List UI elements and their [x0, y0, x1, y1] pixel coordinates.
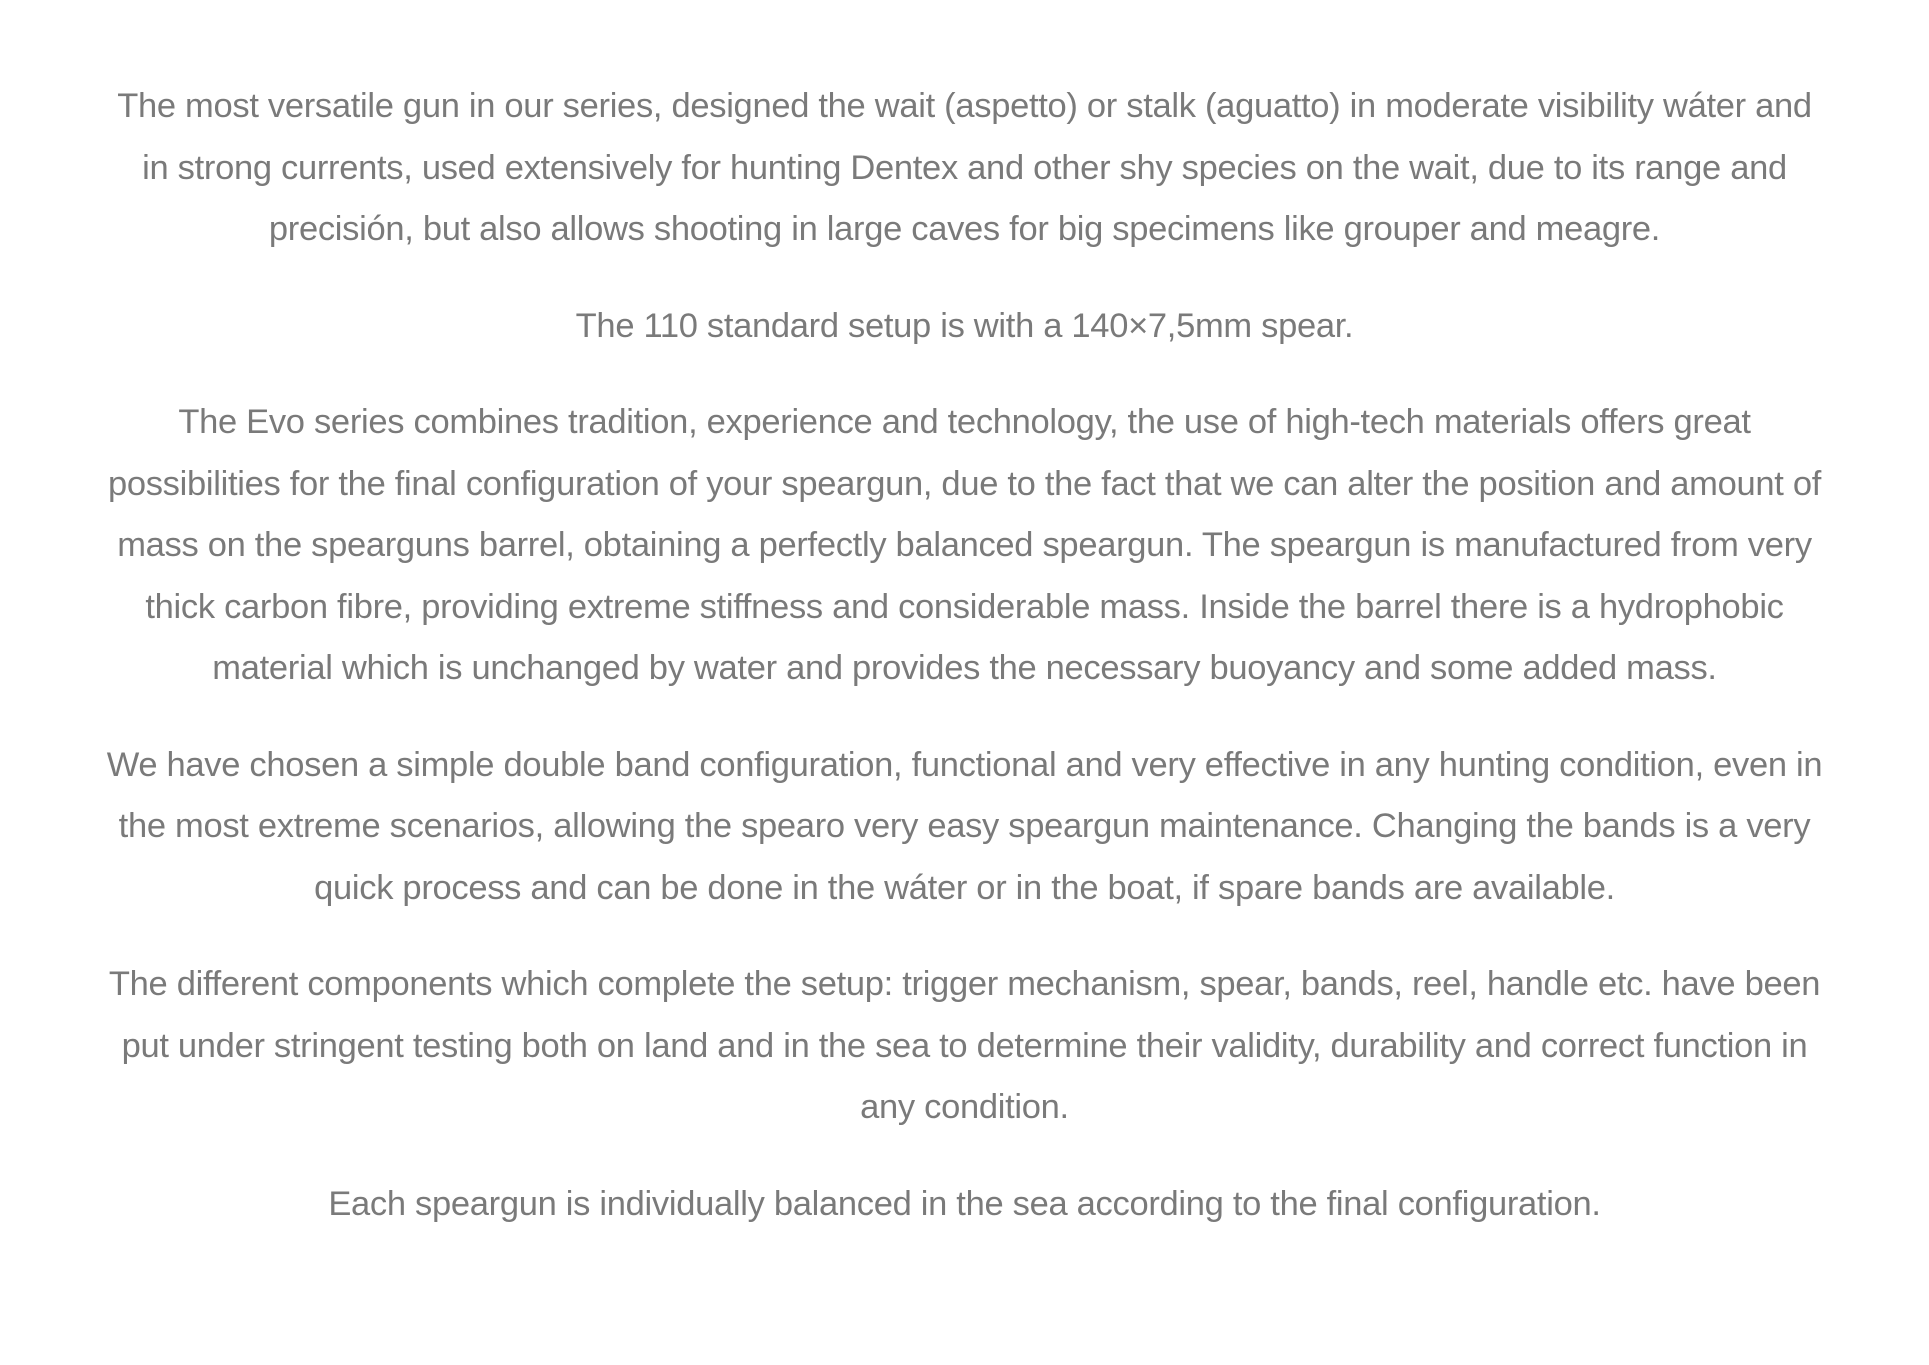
product-description [100, 76, 1829, 1270]
description-paragraph-bands: We have chosen a simple double band configuration, functional and very effective in any hunting condition, even in the most extreme scenarios, allowing the spearo very easy speargun maintenance. Changing the bands is a very quick process and can be done in the wáter or in the boat, if spare bands are available. [106, 745, 1823, 907]
description-paragraph-components: The different components which complete the setup: trigger mechanism, spear, bands, reel, handle etc. have been put under stringent testing both on land and in the sea to determine their validity, durability and correct function in any condition. [108, 965, 1821, 1126]
description-paragraph-evo-series: The Evo series combines tradition, experience and technology, the use of high-tech materials offers great possibilities for the final configuration of your speargun, due to the fact that we can alter the position and amount of mass on the spearguns barrel, obtaining a perfectly balanced speargun. The speargun is manufactured from very thick carbon fibre, providing extreme stiffness and considerable mass. Inside the barrel there is a hydrophobic material which is unchanged by water and provides the necessary buoyancy and some added mass. [107, 403, 1822, 687]
description-paragraph-setup: The 110 standard setup is with a 140×7,5mm spear. [575, 306, 1354, 345]
description-paragraph-usage: The most versatile gun in our series, designed the wait (aspetto) or stalk (aguatto) in moderate visibility wáter and in strong currents, used extensively for hunting Dentex and other shy species on the wait, due to its range and precisión, but also allows shooting in large caves for big specimens like grouper and meagre. [117, 87, 1812, 248]
description-paragraph-balance: Each speargun is individually balanced in the sea according to the final configuration. [328, 1184, 1601, 1223]
